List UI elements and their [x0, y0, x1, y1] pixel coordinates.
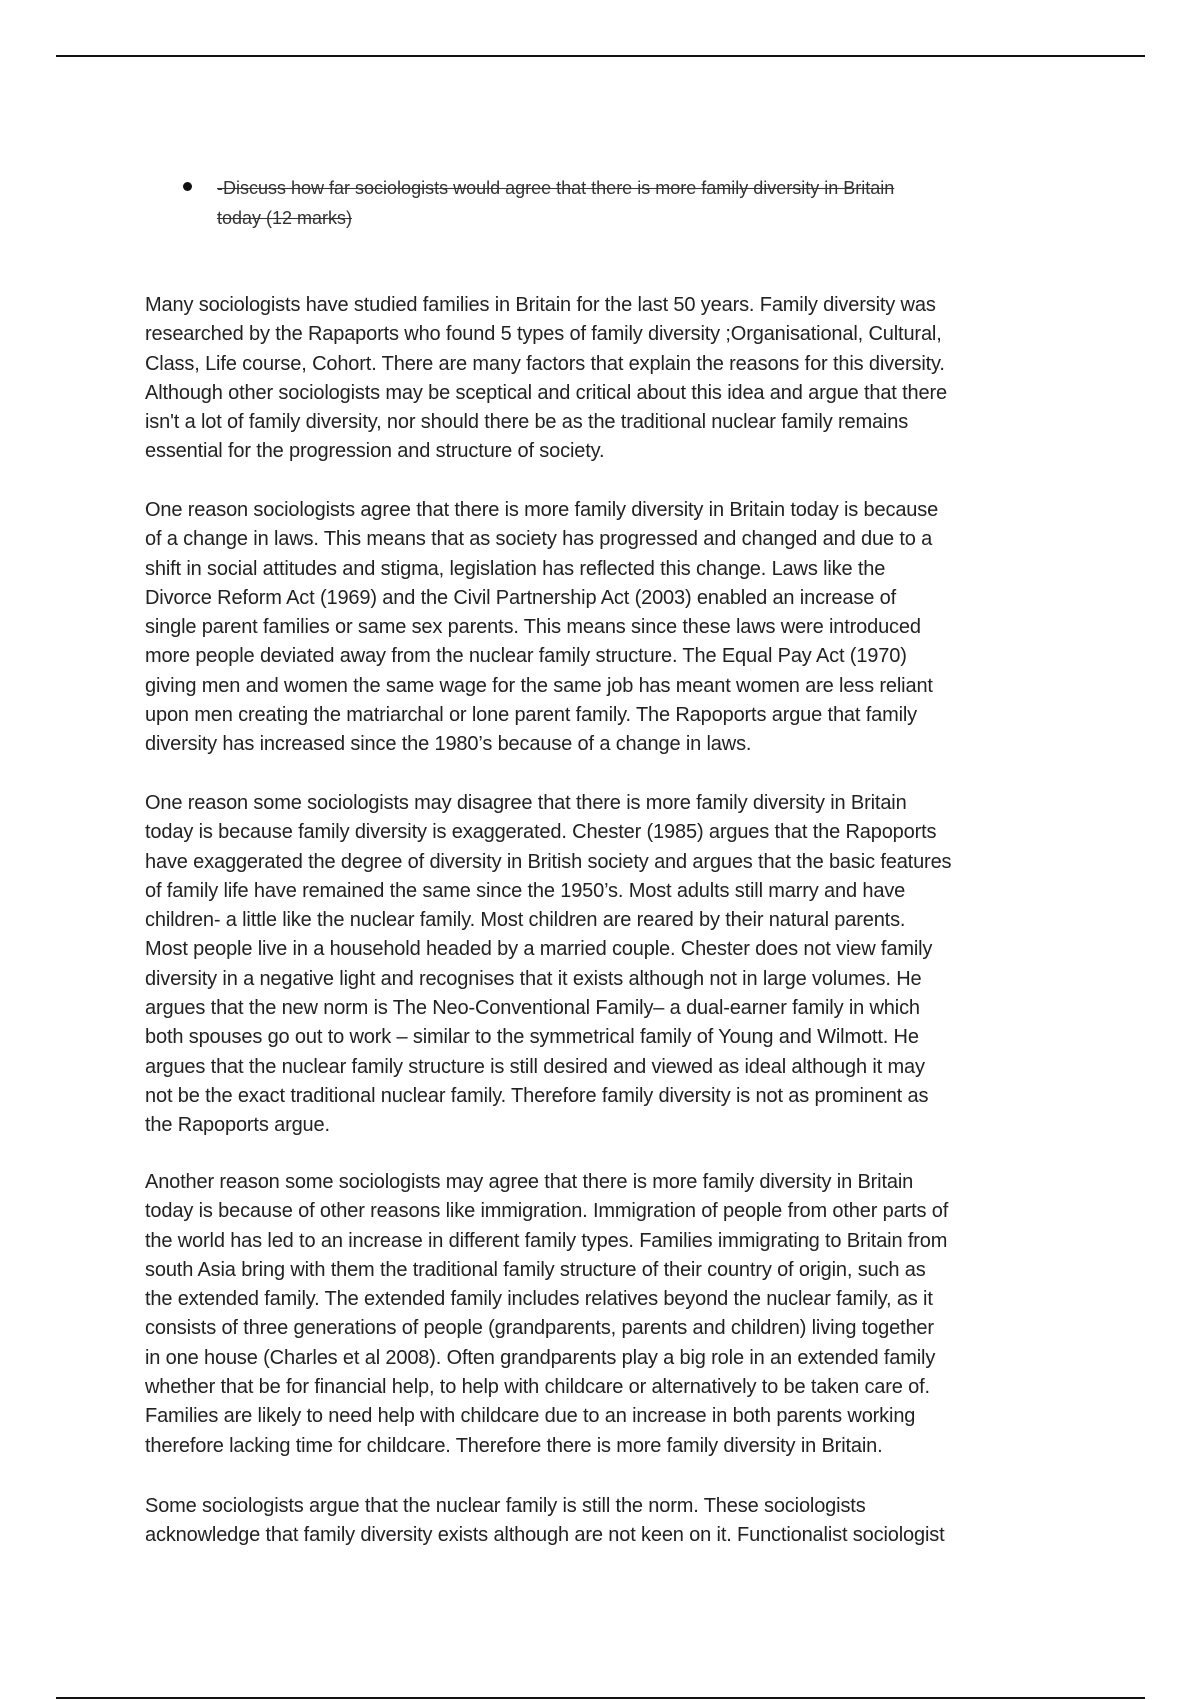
paragraph-line: today is because of other reasons like immigration. Immigration of people from other parts of [145, 1200, 949, 1223]
paragraph-line: today is because family diversity is exaggerated. Chester (1985) argues that the Rapoports [145, 821, 937, 844]
paragraph-line: have exaggerated the degree of diversity in British society and argues that the basic features [145, 850, 952, 873]
essay-paragraph [145, 789, 951, 1141]
top-page-rule [56, 55, 1145, 57]
paragraph-line: Another reason some sociologists may agree that there is more family diversity in Britain [145, 1171, 914, 1193]
paragraph-line: researched by the Rapaports who found 5 types of family diversity ;Organisational, Cultural, [145, 323, 942, 346]
paragraph-line: of family life have remained the same since the 1950’s. Most adults still marry and have [145, 879, 906, 902]
paragraph-line: Class, Life course, Cohort. There are many factors that explain the reasons for this diversity. [145, 352, 945, 375]
paragraph-line: diversity in a negative light and recognises that it exists although not in large volumes. He [145, 967, 922, 990]
paragraph-line: acknowledge that family diversity exists although are not keen on it. Functionalist sociologist [145, 1524, 945, 1547]
paragraph-line: upon men creating the matriarchal or lone parent family. The Rapoports argue that family [145, 704, 918, 727]
paragraph-line: isn't a lot of family diversity, nor should there be as the traditional nuclear family remains [145, 411, 909, 434]
paragraph-line: Families are likely to need help with childcare due to an increase in both parents working [145, 1405, 916, 1428]
paragraph-line: giving men and women the same wage for the same job has meant women are less reliant [145, 674, 933, 697]
paragraph-line: south Asia bring with them the traditional family structure of their country of origin, such as [145, 1258, 926, 1281]
paragraph-line: essential for the progression and structure of society. [145, 440, 605, 463]
paragraph-line: Although other sociologists may be sceptical and critical about this idea and argue that there [145, 381, 947, 404]
paragraph-line: in one house (Charles et al 2008). Often grandparents play a big role in an extended family [145, 1346, 936, 1369]
paragraph-line: One reason some sociologists may disagree that there is more family diversity in Britain [145, 792, 907, 814]
paragraph-line: Some sociologists argue that the nuclear family is still the norm. These sociologists [145, 1495, 866, 1517]
question-line: today (12 marks) [217, 208, 353, 228]
paragraph-line: consists of three generations of people (grandparents, parents and children) living together [145, 1317, 934, 1340]
paragraph-line: single parent families or same sex parents. This means since these laws were introduced [145, 616, 921, 639]
paragraph-line: argues that the new norm is The Neo-Conventional Family– a dual-earner family in which [145, 997, 920, 1020]
bullet-icon [183, 182, 192, 191]
paragraph-line: Divorce Reform Act (1969) and the Civil Partnership Act (2003) enabled an increase of [145, 586, 896, 609]
paragraph-line: diversity has increased since the 1980’s because of a change in laws. [145, 733, 752, 756]
essay-paragraph [145, 291, 947, 467]
essay-paragraph [145, 1168, 948, 1461]
paragraph-line: not be the exact traditional nuclear family. Therefore family diversity is not as prominent as [145, 1084, 929, 1107]
question-line: -Discuss how far sociologists would agree that there is more family diversity in Britain [217, 178, 895, 198]
paragraph-line: therefore lacking time for childcare. Therefore there is more family diversity in Britain. [145, 1434, 883, 1457]
essay-paragraph [145, 1492, 945, 1551]
paragraph-line: of a change in laws. This means that as society has progressed and changed and due to a [145, 528, 933, 551]
essay-question [217, 173, 894, 233]
paragraph-line: One reason sociologists agree that there is more family diversity in Britain today is because [145, 499, 939, 521]
paragraph-line: Most people live in a household headed by a married couple. Chester does not view family [145, 938, 933, 961]
paragraph-line: the Rapoports argue. [145, 1114, 330, 1137]
paragraph-line: more people deviated away from the nuclear family structure. The Equal Pay Act (1970) [145, 645, 907, 668]
paragraph-line: children- a little like the nuclear family. Most children are reared by their natural parents. [145, 909, 906, 932]
paragraph-line: argues that the nuclear family structure is still desired and viewed as ideal although it may [145, 1055, 925, 1078]
paragraph-line: Many sociologists have studied families in Britain for the last 50 years. Family diversity was [145, 294, 936, 316]
paragraph-line: whether that be for financial help, to help with childcare or alternatively to be taken care of. [145, 1376, 930, 1399]
essay-paragraph [145, 496, 938, 760]
paragraph-line: shift in social attitudes and stigma, legislation has reflected this change. Laws like the [145, 557, 886, 580]
paragraph-line: the extended family. The extended family includes relatives beyond the nuclear family, as it [145, 1288, 933, 1311]
bottom-page-rule [56, 1697, 1145, 1699]
paragraph-line: both spouses go out to work – similar to the symmetrical family of Young and Wilmott. He [145, 1026, 919, 1049]
paragraph-line: the world has led to an increase in different family types. Families immigrating to Britain from [145, 1229, 948, 1252]
